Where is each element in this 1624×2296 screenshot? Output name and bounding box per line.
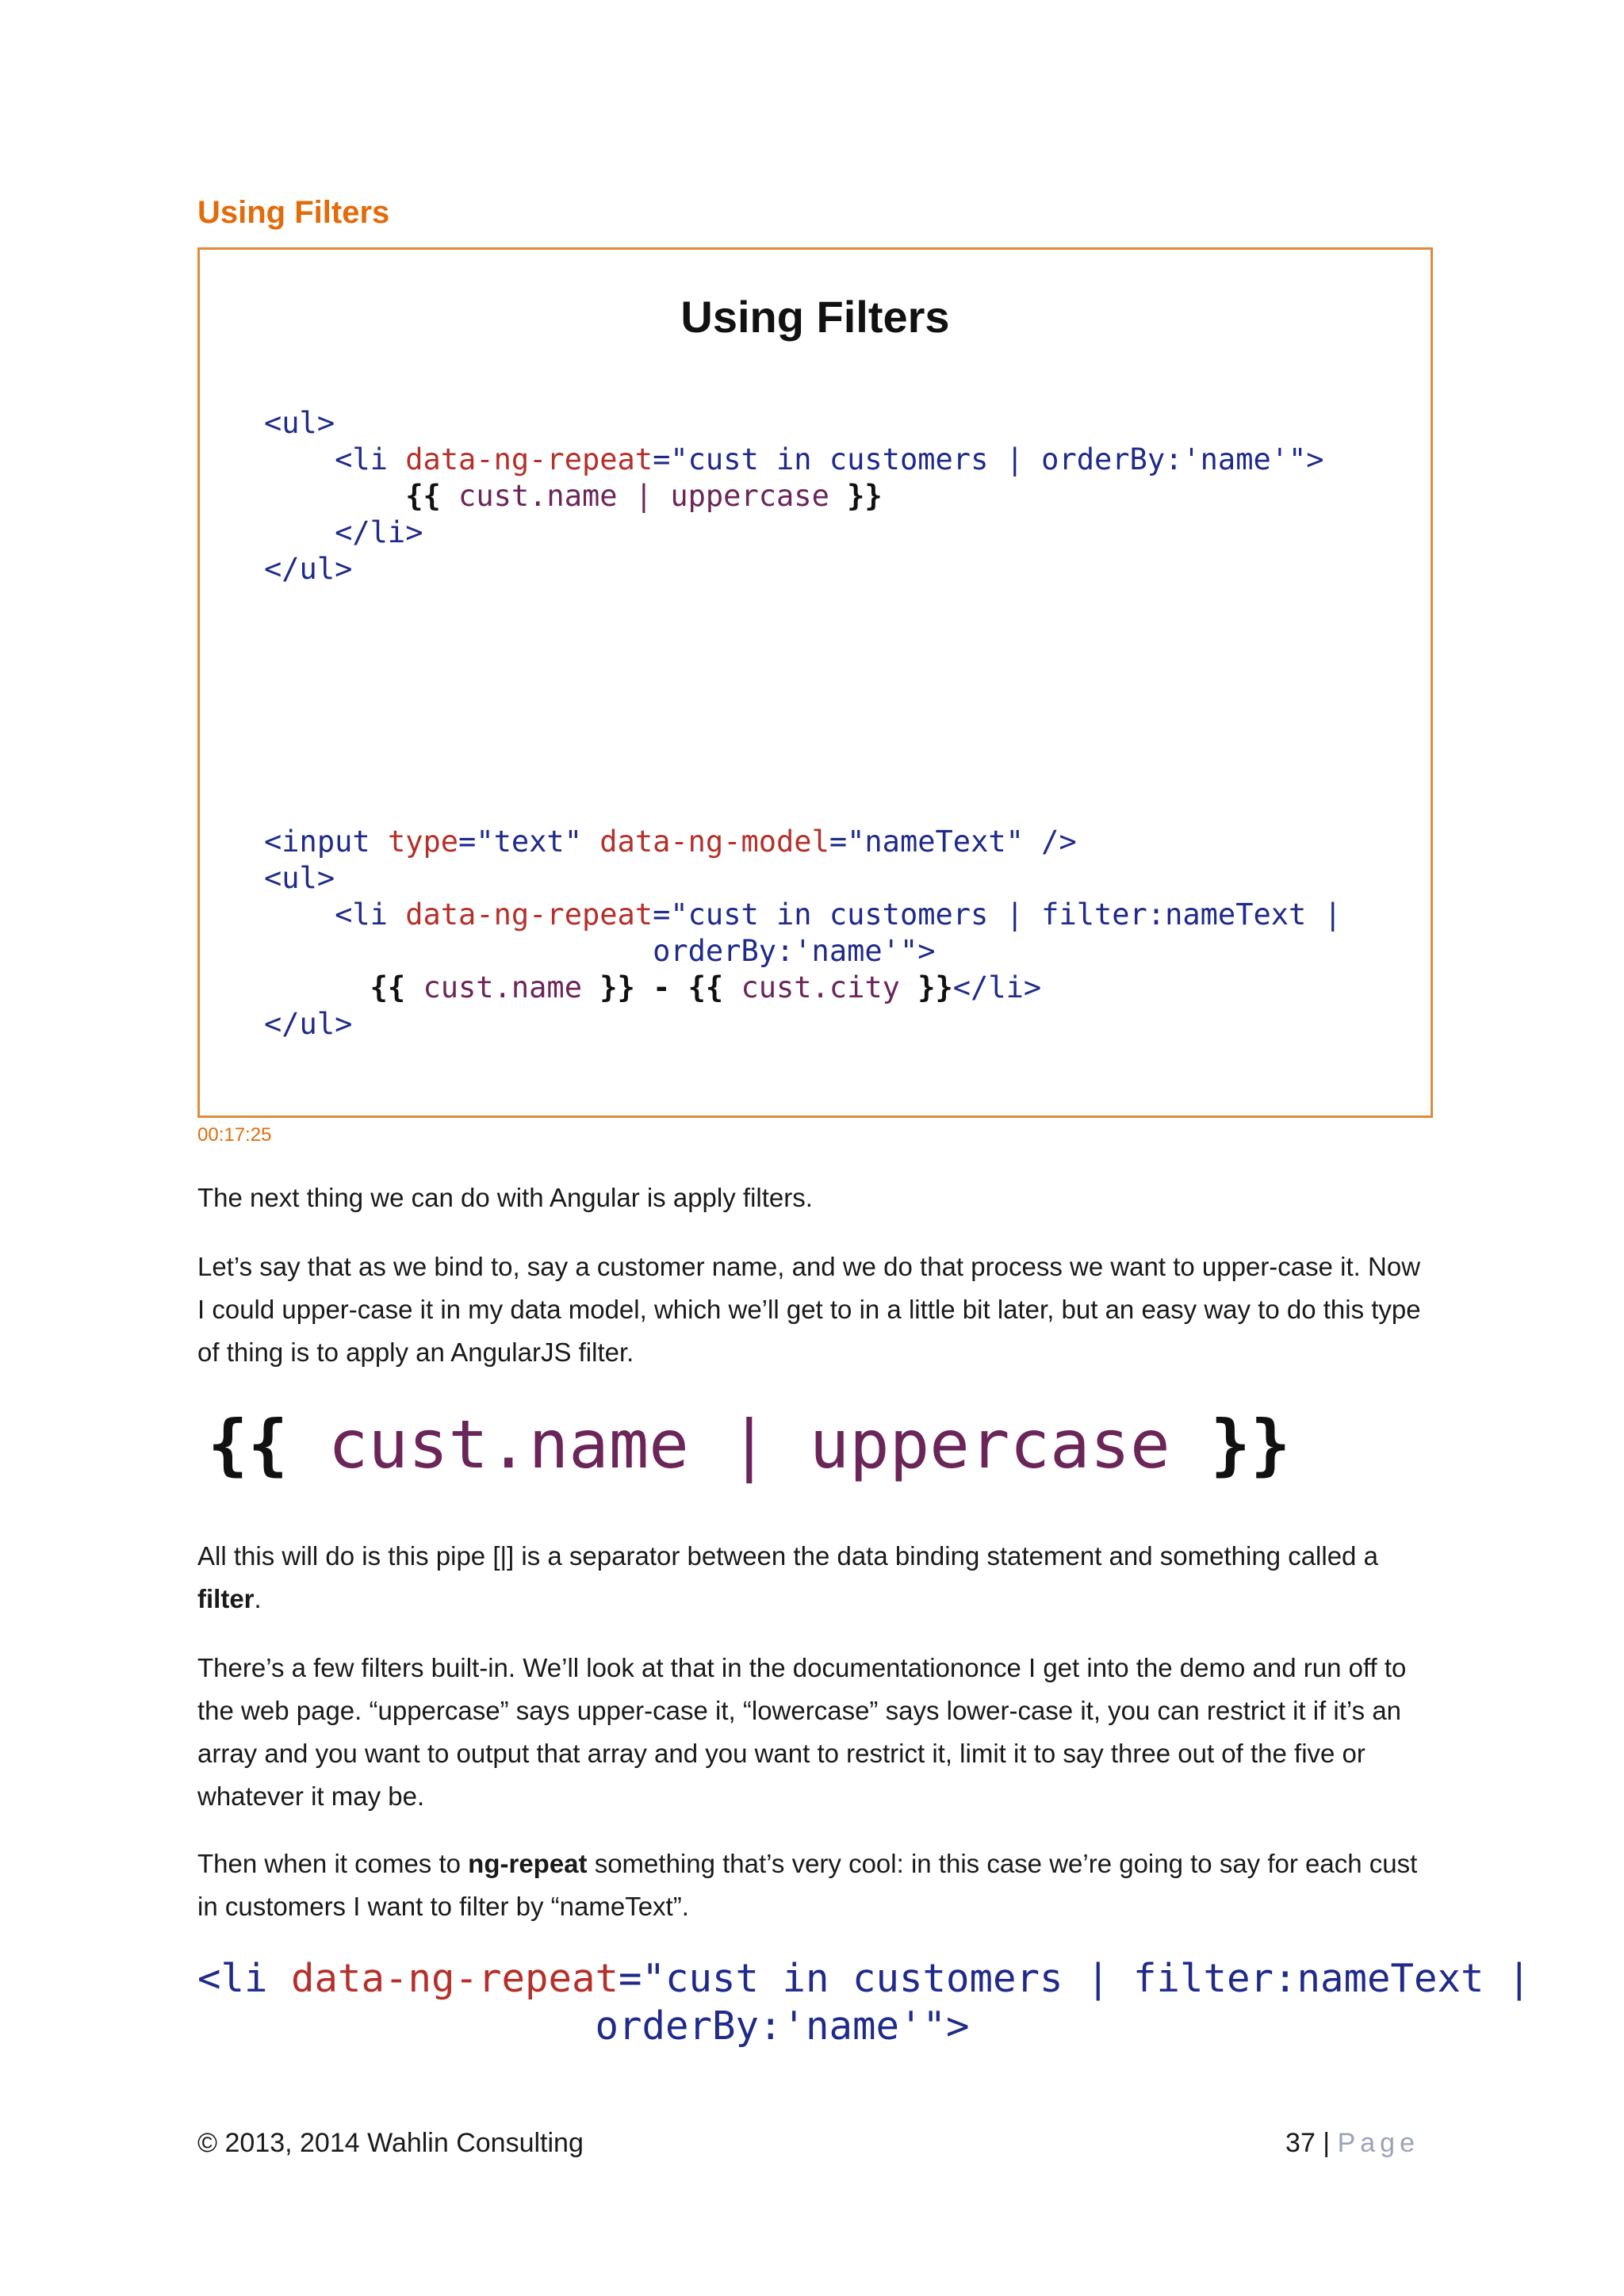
code-brace: {{: [208, 1406, 328, 1483]
code-tag: </ul>: [264, 552, 353, 586]
code-brace: }}: [829, 479, 883, 513]
code-value: orderBy:'name'">: [653, 934, 936, 968]
paragraph-text: All this will do is this pipe [|] is a separator between the data binding statement and something called a: [197, 1541, 1378, 1571]
code-value: ="cust in customers | filter:nameText |: [653, 897, 1342, 932]
code-tag: <li: [197, 1956, 292, 2001]
paragraph-bold: ng-repeat: [468, 1849, 588, 1878]
page-separator: |: [1315, 2128, 1338, 2158]
paragraph: [197, 1535, 1434, 1621]
code-brace: }}: [1170, 1406, 1291, 1483]
paragraph: [197, 1843, 1434, 1928]
code-block-filter: [264, 824, 1342, 1043]
code-block-orderby: [264, 405, 1324, 587]
paragraph: Let’s say that as we bind to, say a customer name, and we do that process we want to upper-case it. Now I could upper-case it in my data model, which we’ll get to in a little bit later, but an easy way to do this type of thing is to apply an AngularJS filter.: [197, 1252, 1421, 1367]
code-line: <ul>: [264, 406, 335, 440]
code-brace: }}: [899, 970, 953, 1004]
code-value: orderBy:'name'">: [595, 2003, 970, 2049]
code-tag: <ul>: [264, 861, 335, 895]
slide-title: Using Filters: [680, 292, 950, 342]
code-attr: data-ng-repeat: [405, 897, 653, 932]
code-attr: type: [387, 825, 459, 859]
code-snippet-ng-repeat: [197, 1955, 1531, 2050]
code-tag: <input: [264, 825, 388, 859]
code-brace: {{: [405, 479, 459, 513]
code-value: "cust in customers | orderBy:'name'">: [670, 442, 1324, 476]
code-brace: {{: [370, 970, 423, 1004]
code-tag: <li: [335, 897, 406, 932]
code-value: ="nameText" />: [829, 825, 1077, 859]
page-number: 37: [1285, 2128, 1316, 2158]
footer-copyright: © 2013, 2014 Wahlin Consulting: [197, 2128, 584, 2158]
code-expr: cust.name | uppercase: [327, 1406, 1170, 1483]
code-tag: <li: [335, 442, 406, 476]
video-timestamp: 00:17:25: [197, 1124, 272, 1146]
paragraph-text: something that’s very cool: in this case we’re going to say for each cust in customers I want to filter by “nameText”.: [197, 1849, 1418, 1921]
code-value: ="cust in customers | filter:nameText |: [619, 1956, 1531, 2001]
code-expr: cust.name | uppercase: [458, 479, 829, 513]
footer-page-number: [1285, 2128, 1419, 2159]
code-tag: </ul>: [264, 1007, 353, 1041]
page-label: Page: [1337, 2128, 1419, 2158]
slide-image: [197, 247, 1433, 1118]
code-value: ="text": [458, 825, 600, 859]
code-attr: data-ng-repeat: [405, 442, 653, 476]
code-tag: </li>: [335, 515, 423, 549]
code-expr: cust.city: [741, 970, 900, 1004]
code-expr: cust.name: [423, 970, 582, 1004]
code-snippet-uppercase: [208, 1405, 1290, 1484]
paragraph: There’s a few filters built-in. We’ll look at that in the documentationonce I get into the demo and run off to the web page. “uppercase” says upper-case it, “lowercase” says lower-case it, you can restrict it if it’s an array and you want to output that array and you want to restrict it, limit it to say three out of the five or whatever it may be.: [197, 1653, 1407, 1811]
paragraph-bold: filter: [197, 1584, 255, 1613]
paragraph-text: Then when it comes to: [197, 1849, 469, 1878]
code-attr: data-ng-model: [599, 825, 829, 859]
code-tag: </li>: [952, 970, 1042, 1004]
code-eq: =: [653, 442, 671, 476]
code-brace: }} - {{: [581, 970, 741, 1004]
paragraph: The next thing we can do with Angular is apply filters.: [197, 1183, 813, 1212]
paragraph-text: .: [254, 1584, 262, 1613]
code-attr: data-ng-repeat: [291, 1956, 619, 2001]
section-heading: Using Filters: [197, 195, 390, 230]
